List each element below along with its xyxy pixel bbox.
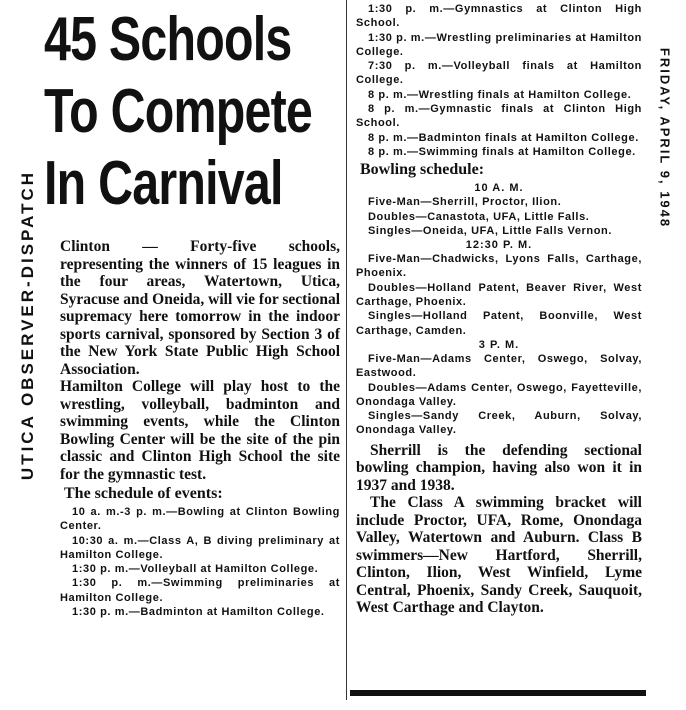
lead-paragraph: Clinton — Forty-five schools, representing the winners of 15 leagues in the four areas, Watertown, Utica, Syracuse and Oneida, will vie for sectional supremacy here tomorrow in the indoor sports carnival, sponsored by Section 3 of the New York State Public High School Association.	[60, 238, 341, 378]
schedule-item: 1:30 p. m.—Badminton at Hamilton College.	[72, 606, 325, 619]
article-column-1	[60, 238, 340, 619]
bowling-entry: Doubles—Canastota, UFA, Little Falls.	[368, 210, 590, 223]
schedule-item: 1:30 p. m.—Swimming preliminaries at Hamilton College.	[60, 577, 340, 604]
schedule-item: 8 p. m.—Badminton finals at Hamilton College.	[368, 131, 639, 144]
closing-paragraph: Sherrill is the defending sectional bowling champion, having also won it in 1937 and 1938.	[356, 441, 642, 494]
dateline	[648, 5, 682, 270]
bowling-entry: Singles—Holland Patent, Boonville, West Carthage, Camden.	[356, 310, 642, 337]
schedule-item: 1:30 p. m.—Gymnastics at Clinton High School.	[356, 3, 642, 30]
masthead-text: UTICA OBSERVER-DISPATCH	[18, 169, 37, 481]
bowling-heading: Bowling schedule:	[360, 161, 485, 179]
headline-line: To Compete	[44, 77, 313, 146]
schedule-item: 1:30 p. m.—Volleyball at Hamilton College.	[72, 563, 319, 576]
bowling-entry: Five-Man—Sherrill, Proctor, Ilion.	[368, 196, 562, 209]
schedule-heading: The schedule of events:	[64, 485, 223, 502]
closing-paragraph: The Class A swimming bracket will include Proctor, UFA, Rome, Onondaga Valley, Watertown and Auburn. Class B swimmers—New Hartford, Sherrill, Clinton, Ilion, West Winfield, Lyme Central, Phoenix, Sandy Creek, Sauquoit, West Carthage and Clayton.	[356, 494, 642, 617]
lead-paragraph: Hamilton College will play host to the wrestling, volleyball, badminton and swimming events, while the Clinton Bowling Center will be the site of the pin classic and Clinton High School the site for the gymnastic test.	[60, 378, 340, 483]
bowling-time: 3 P. M.	[478, 338, 520, 351]
headline-line: In Carnival	[44, 149, 283, 218]
bowling-time: 12:30 P. M.	[465, 239, 533, 252]
column-divider	[346, 0, 347, 700]
schedule-item: 7:30 p. m.—Volleyball finals at Hamilton College.	[356, 60, 642, 87]
schedule-item: 1:30 p. m.—Wrestling preliminaries at Hamilton College.	[356, 31, 642, 58]
bowling-entry: Five-Man—Chadwicks, Lyons Falls, Carthage, Phoenix.	[356, 253, 642, 280]
schedule-item: 8 p. m.—Gymnastic finals at Clinton High School.	[356, 103, 642, 130]
bowling-time: 10 A. M.	[474, 182, 524, 195]
bowling-entry: Doubles—Adams Center, Oswego, Fayetteville, Onondaga Valley.	[356, 381, 642, 408]
bowling-entry: Five-Man—Adams Center, Oswego, Solvay, Eastwood.	[356, 352, 642, 380]
schedule-item: 10:30 a. m.—Class A, B diving preliminary at Hamilton College.	[60, 534, 340, 561]
end-rule	[350, 690, 646, 696]
schedule-item: 8 p. m.—Wrestling finals at Hamilton College.	[368, 88, 632, 101]
headline-line: 45 Schools	[44, 5, 292, 74]
bowling-entry: Singles—Oneida, UFA, Little Falls Vernon.	[368, 224, 613, 237]
schedule-item: 10 a. m.-3 p. m.—Bowling at Clinton Bowling Center.	[60, 506, 340, 533]
schedule-item: 8 p. m.—Swimming finals at Hamilton College.	[368, 145, 636, 158]
dateline-text: FRIDAY, APRIL 9, 1948	[657, 47, 673, 228]
bowling-entry: Doubles—Holland Patent, Beaver River, West Carthage, Phoenix.	[356, 281, 642, 309]
newspaper-masthead	[8, 100, 48, 550]
bowling-entry: Singles—Sandy Creek, Auburn, Solvay, Onondaga Valley.	[356, 410, 642, 437]
article-column-2	[356, 2, 642, 617]
headline	[44, 4, 313, 220]
